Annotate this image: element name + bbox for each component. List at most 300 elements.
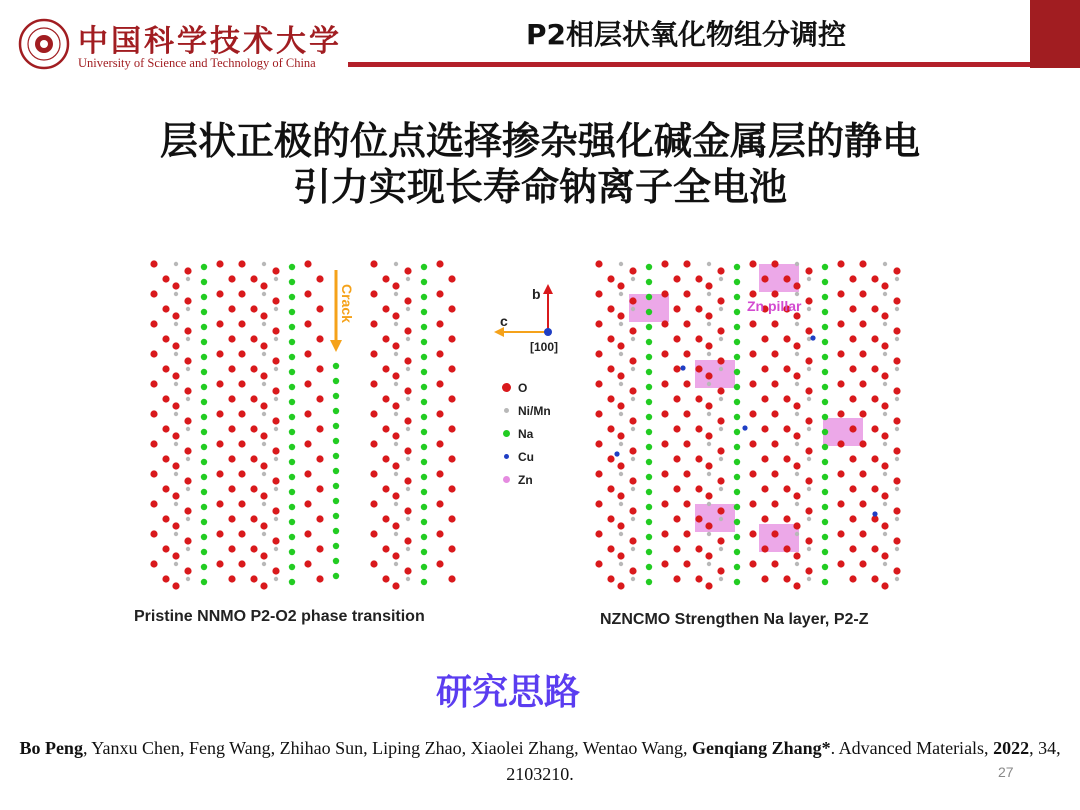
o-atom xyxy=(673,365,680,372)
o-atom xyxy=(837,260,844,267)
ni-mn-atom xyxy=(631,337,635,341)
o-atom xyxy=(617,402,624,409)
na-atom xyxy=(822,399,828,405)
ni-mn-atom xyxy=(719,277,723,281)
o-atom xyxy=(595,530,602,537)
o-atom xyxy=(849,545,856,552)
o-atom xyxy=(238,500,245,507)
o-atom xyxy=(392,522,399,529)
o-atom xyxy=(448,335,455,342)
o-atom xyxy=(661,530,668,537)
o-atom xyxy=(304,410,311,417)
ni-mn-atom xyxy=(895,367,899,371)
na-atom xyxy=(421,489,427,495)
o-atom xyxy=(595,500,602,507)
ni-mn-atom xyxy=(406,487,410,491)
legend-item-o: O xyxy=(498,376,551,399)
o-atom xyxy=(250,545,257,552)
na-atom xyxy=(201,549,207,555)
na-atom xyxy=(201,369,207,375)
o-atom xyxy=(705,282,712,289)
o-atom xyxy=(392,402,399,409)
na-atom xyxy=(421,429,427,435)
o-atom xyxy=(705,402,712,409)
legend-item-ni-mn: Ni/Mn xyxy=(498,399,551,422)
o-atom xyxy=(617,342,624,349)
o-atom xyxy=(250,485,257,492)
o-atom xyxy=(392,582,399,589)
na-atom xyxy=(201,294,207,300)
ni-mn-atom xyxy=(719,337,723,341)
ni-mn-atom xyxy=(394,322,398,326)
ni-mn-atom xyxy=(262,472,266,476)
o-atom xyxy=(150,440,157,447)
ni-mn-atom xyxy=(394,532,398,536)
ni-mn-atom xyxy=(274,397,278,401)
ni-mn-atom xyxy=(394,352,398,356)
o-atom xyxy=(304,290,311,297)
citation-details: , 34, 2103210. xyxy=(506,738,1061,784)
o-atom xyxy=(260,552,267,559)
o-atom xyxy=(172,342,179,349)
o-atom xyxy=(673,485,680,492)
na-atom xyxy=(646,354,652,360)
o-atom xyxy=(661,560,668,567)
ni-mn-atom xyxy=(262,292,266,296)
o-atom xyxy=(260,432,267,439)
o-atom xyxy=(404,537,411,544)
o-atom xyxy=(849,395,856,402)
o-atom xyxy=(172,492,179,499)
o-atom xyxy=(184,447,191,454)
o-atom xyxy=(717,477,724,484)
legend-item-na: Na xyxy=(498,422,551,445)
ni-mn-atom xyxy=(707,322,711,326)
ni-mn-atom xyxy=(895,577,899,581)
o-atom xyxy=(216,320,223,327)
o-atom xyxy=(717,297,724,304)
na-atom xyxy=(822,459,828,465)
citation-journal: . Advanced Materials, xyxy=(830,738,994,758)
o-atom xyxy=(673,395,680,402)
zn-pillar-label: Zn pillar xyxy=(747,298,802,314)
o-atom xyxy=(673,575,680,582)
na-atom xyxy=(421,369,427,375)
ni-mn-atom xyxy=(631,277,635,281)
o-atom xyxy=(761,575,768,582)
o-atom xyxy=(849,305,856,312)
o-atom xyxy=(881,372,888,379)
o-atom xyxy=(837,440,844,447)
o-atom xyxy=(150,500,157,507)
ni-mn-atom xyxy=(174,532,178,536)
o-atom xyxy=(382,485,389,492)
ni-mn-atom xyxy=(186,427,190,431)
o-atom xyxy=(272,507,279,514)
na-atom xyxy=(646,549,652,555)
o-atom xyxy=(272,417,279,424)
o-atom xyxy=(881,342,888,349)
o-atom xyxy=(607,485,614,492)
o-atom xyxy=(783,425,790,432)
research-approach-label: 研究思路 xyxy=(436,672,581,713)
o-atom xyxy=(859,560,866,567)
o-atom xyxy=(436,350,443,357)
o-atom xyxy=(316,455,323,462)
o-atom xyxy=(404,387,411,394)
na-atom xyxy=(201,444,207,450)
ni-mn-atom xyxy=(795,382,799,386)
o-atom xyxy=(162,425,169,432)
o-atom xyxy=(404,417,411,424)
ni-mn-atom xyxy=(719,517,723,521)
o-atom xyxy=(172,402,179,409)
na-atom xyxy=(421,339,427,345)
o-atom xyxy=(849,515,856,522)
ni-mn-atom xyxy=(274,487,278,491)
ni-mn-atom xyxy=(795,352,799,356)
o-atom xyxy=(304,440,311,447)
na-atom xyxy=(646,309,652,315)
o-atom xyxy=(771,380,778,387)
na-atom xyxy=(201,504,207,510)
o-atom xyxy=(717,267,724,274)
o-atom xyxy=(859,470,866,477)
o-atom xyxy=(595,380,602,387)
o-atom xyxy=(272,537,279,544)
na-atom xyxy=(421,384,427,390)
o-atom xyxy=(404,567,411,574)
o-atom xyxy=(749,320,756,327)
o-atom xyxy=(316,395,323,402)
o-atom xyxy=(448,275,455,282)
o-atom xyxy=(673,305,680,312)
o-atom xyxy=(683,380,690,387)
na-atom xyxy=(646,504,652,510)
axis-b-label: b xyxy=(532,286,541,302)
na-atom xyxy=(421,519,427,525)
o-atom xyxy=(260,522,267,529)
ni-mn-atom xyxy=(895,337,899,341)
o-atom xyxy=(749,440,756,447)
ni-mn-atom xyxy=(394,442,398,446)
o-atom xyxy=(448,455,455,462)
o-atom xyxy=(370,380,377,387)
o-atom xyxy=(150,530,157,537)
ni-mn-atom xyxy=(631,397,635,401)
na-atom xyxy=(289,339,295,345)
na-atom xyxy=(333,543,339,549)
ni-mn-atom xyxy=(795,562,799,566)
o-atom xyxy=(404,357,411,364)
o-atom xyxy=(370,470,377,477)
o-atom xyxy=(683,290,690,297)
o-atom xyxy=(228,485,235,492)
ni-mn-atom xyxy=(262,412,266,416)
na-atom xyxy=(333,378,339,384)
o-atom xyxy=(673,275,680,282)
o-atom xyxy=(595,560,602,567)
o-atom xyxy=(162,365,169,372)
na-atom xyxy=(333,408,339,414)
na-atom xyxy=(289,309,295,315)
o-atom xyxy=(849,425,856,432)
o-atom xyxy=(859,290,866,297)
right-figure-caption: NZNCMO Strengthen Na layer, P2-Z xyxy=(600,611,869,628)
o-atom xyxy=(705,492,712,499)
o-atom xyxy=(837,560,844,567)
ni-mn-atom xyxy=(186,307,190,311)
na-atom xyxy=(734,489,740,495)
o-atom xyxy=(673,335,680,342)
o-atom xyxy=(228,365,235,372)
o-atom xyxy=(238,350,245,357)
o-atom xyxy=(717,447,724,454)
o-atom xyxy=(837,380,844,387)
o-atom xyxy=(448,575,455,582)
na-atom xyxy=(333,558,339,564)
o-atom xyxy=(617,462,624,469)
o-atom xyxy=(316,365,323,372)
o-atom xyxy=(172,432,179,439)
o-atom xyxy=(250,575,257,582)
o-atom xyxy=(260,402,267,409)
ni-mn-atom xyxy=(707,562,711,566)
ni-mn-atom xyxy=(883,382,887,386)
o-atom xyxy=(717,507,724,514)
na-atom xyxy=(421,504,427,510)
o-atom xyxy=(893,537,900,544)
o-atom xyxy=(893,387,900,394)
na-atom xyxy=(201,324,207,330)
o-atom xyxy=(595,440,602,447)
na-atom xyxy=(333,468,339,474)
o-atom xyxy=(228,455,235,462)
o-atom xyxy=(783,335,790,342)
o-atom xyxy=(370,410,377,417)
ni-mn-atom xyxy=(807,397,811,401)
o-atom xyxy=(260,342,267,349)
o-atom xyxy=(595,260,602,267)
o-atom xyxy=(871,545,878,552)
slide-title xyxy=(0,118,1080,210)
o-atom xyxy=(382,425,389,432)
o-atom xyxy=(683,530,690,537)
na-atom xyxy=(289,549,295,555)
o-atom xyxy=(661,290,668,297)
na-atom xyxy=(289,459,295,465)
o-atom xyxy=(370,500,377,507)
ni-mn-atom xyxy=(807,307,811,311)
o-atom xyxy=(382,395,389,402)
o-atom xyxy=(250,455,257,462)
atom-legend xyxy=(498,376,551,491)
o-atom xyxy=(629,507,636,514)
na-atom xyxy=(289,369,295,375)
o-atom xyxy=(673,425,680,432)
o-atom xyxy=(837,320,844,327)
o-atom xyxy=(184,297,191,304)
o-atom xyxy=(661,440,668,447)
o-atom xyxy=(272,477,279,484)
o-atom xyxy=(404,297,411,304)
na-atom xyxy=(734,504,740,510)
left-figure-caption: Pristine NNMO P2-O2 phase transition xyxy=(134,608,425,625)
o-atom-icon xyxy=(502,383,511,392)
o-atom xyxy=(783,485,790,492)
o-atom xyxy=(849,575,856,582)
o-atom xyxy=(893,447,900,454)
o-atom xyxy=(184,477,191,484)
o-atom xyxy=(595,470,602,477)
ni-mn-atom xyxy=(174,442,178,446)
na-atom xyxy=(201,384,207,390)
o-atom xyxy=(304,320,311,327)
o-atom xyxy=(228,515,235,522)
na-atom xyxy=(822,534,828,540)
ni-mn-atom xyxy=(631,457,635,461)
o-atom xyxy=(238,260,245,267)
na-atom xyxy=(734,354,740,360)
o-atom xyxy=(607,425,614,432)
ni-mn-atom xyxy=(174,412,178,416)
o-atom xyxy=(216,500,223,507)
o-atom xyxy=(695,455,702,462)
ni-mn-atom xyxy=(174,322,178,326)
o-atom xyxy=(607,365,614,372)
o-atom xyxy=(260,312,267,319)
cu-atom xyxy=(742,425,747,430)
ni-mn-atom xyxy=(619,262,623,266)
o-atom xyxy=(761,335,768,342)
o-atom xyxy=(448,425,455,432)
o-atom xyxy=(316,515,323,522)
o-atom xyxy=(150,350,157,357)
zn-pillar-group xyxy=(629,264,863,552)
na-atom xyxy=(421,264,427,270)
o-atom xyxy=(617,492,624,499)
o-atom xyxy=(629,567,636,574)
o-atom xyxy=(683,260,690,267)
na-atom xyxy=(734,279,740,285)
o-atom xyxy=(272,357,279,364)
o-atom xyxy=(316,485,323,492)
o-atom xyxy=(595,290,602,297)
na-atom xyxy=(289,429,295,435)
o-atom xyxy=(260,462,267,469)
na-atom xyxy=(822,294,828,300)
na-atom xyxy=(646,264,652,270)
o-atom xyxy=(392,342,399,349)
ni-mn-atom xyxy=(174,472,178,476)
o-atom xyxy=(448,515,455,522)
na-atom xyxy=(333,498,339,504)
o-atom xyxy=(250,395,257,402)
o-atom xyxy=(250,425,257,432)
pristine-lattice-figure xyxy=(150,256,470,596)
na-atom xyxy=(734,534,740,540)
ni-mn-atom xyxy=(807,577,811,581)
ni-mn-atom xyxy=(174,502,178,506)
ni-mn-atom xyxy=(186,577,190,581)
o-atom xyxy=(629,267,636,274)
o-atom xyxy=(316,575,323,582)
na-atom xyxy=(201,459,207,465)
na-atom xyxy=(646,474,652,480)
o-atom xyxy=(793,282,800,289)
na-atom xyxy=(734,564,740,570)
na-atom xyxy=(822,264,828,270)
ni-mn-atom xyxy=(719,397,723,401)
na-atom xyxy=(421,354,427,360)
o-atom xyxy=(749,560,756,567)
o-atom xyxy=(695,485,702,492)
ni-mn-atom xyxy=(883,412,887,416)
ni-mn-atom xyxy=(406,397,410,401)
o-atom xyxy=(695,305,702,312)
o-atom xyxy=(629,447,636,454)
o-atom xyxy=(893,567,900,574)
o-atom xyxy=(695,335,702,342)
o-atom xyxy=(871,395,878,402)
na-atom xyxy=(734,384,740,390)
o-atom xyxy=(150,260,157,267)
ni-mn-atom xyxy=(631,307,635,311)
o-atom xyxy=(382,515,389,522)
ni-mn-atom xyxy=(883,562,887,566)
o-atom xyxy=(859,410,866,417)
o-atom xyxy=(184,267,191,274)
ni-mn-atom xyxy=(174,292,178,296)
o-atom xyxy=(404,267,411,274)
ni-mn-atom xyxy=(394,382,398,386)
o-atom xyxy=(705,342,712,349)
o-atom xyxy=(304,530,311,537)
na-atom xyxy=(822,354,828,360)
na-atom xyxy=(421,294,427,300)
o-atom xyxy=(783,395,790,402)
cu-atom xyxy=(872,511,877,516)
o-atom xyxy=(683,560,690,567)
o-atom xyxy=(228,395,235,402)
na-atom xyxy=(734,369,740,375)
ni-mn-atom xyxy=(394,412,398,416)
o-atom xyxy=(673,545,680,552)
o-atom xyxy=(695,275,702,282)
o-atom xyxy=(805,507,812,514)
na-atom xyxy=(201,429,207,435)
o-atom xyxy=(382,335,389,342)
o-atom xyxy=(837,410,844,417)
o-atom xyxy=(859,440,866,447)
ni-mn-atom xyxy=(262,442,266,446)
o-atom xyxy=(304,560,311,567)
o-atom xyxy=(436,470,443,477)
na-atom xyxy=(421,324,427,330)
na-atom xyxy=(734,579,740,585)
na-atom xyxy=(646,399,652,405)
na-atom xyxy=(646,369,652,375)
ni-mn-atom xyxy=(619,292,623,296)
o-atom xyxy=(849,335,856,342)
ni-mn-atom xyxy=(895,307,899,311)
o-atom xyxy=(849,365,856,372)
o-atom xyxy=(370,320,377,327)
o-atom xyxy=(695,365,702,372)
ni-mn-atom xyxy=(619,382,623,386)
ni-mn-atom xyxy=(619,352,623,356)
ni-mn-atom xyxy=(406,337,410,341)
